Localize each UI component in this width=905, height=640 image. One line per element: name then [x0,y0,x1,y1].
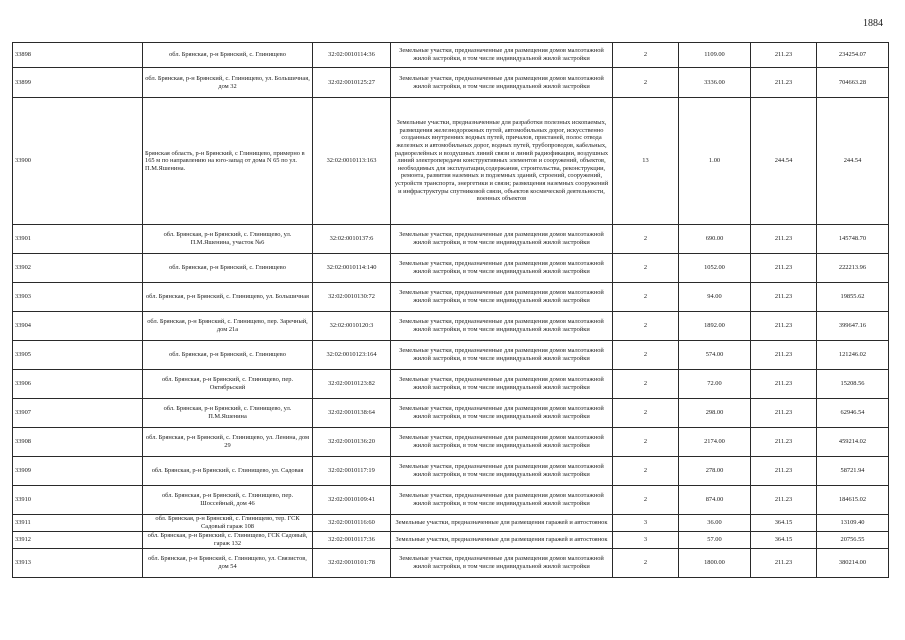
cadastral-number-cell: 32:02:0010101:78 [313,549,391,578]
rate-cell: 211.23 [751,341,817,370]
row-number: 33910 [13,486,143,515]
row-number: 33903 [13,283,143,312]
category-cell: 2 [613,486,679,515]
row-number: 33912 [13,532,143,549]
row-number: 33909 [13,457,143,486]
cadastral-value-cell: 184615.02 [817,486,889,515]
rate-cell: 211.23 [751,399,817,428]
area-cell: 94.00 [679,283,751,312]
cadastral-number-cell: 32:02:0010117:19 [313,457,391,486]
cadastral-value-cell: 244.54 [817,98,889,225]
rate-cell: 211.23 [751,549,817,578]
permitted-use-cell: Земельные участки, предназначенные для размещения домов малоэтажной жилой застройки, в том числе индивидуальной жилой застройки [391,428,613,457]
row-number: 33898 [13,43,143,68]
category-cell: 3 [613,532,679,549]
address-cell: обл. Брянская, р-н Брянский, с. Глинищево, ул. П.М.Яшенина [143,399,313,428]
cadastral-value-cell: 459214.02 [817,428,889,457]
row-number: 33901 [13,225,143,254]
cadastral-number-cell: 32:02:0010138:64 [313,399,391,428]
permitted-use-cell: Земельные участки, предназначенные для размещения домов малоэтажной жилой застройки, в том числе индивидуальной жилой застройки [391,549,613,578]
cadastral-value-cell: 15208.56 [817,370,889,399]
row-number: 33906 [13,370,143,399]
address-cell: Брянская область, р-н Брянский, с Глинищево, примерно в 165 м по направлению на юго-запад от дома N 65 по ул. П.М.Яшенина. [143,98,313,225]
table-row [13,549,889,578]
rate-cell: 364.15 [751,515,817,532]
cadastral-value-cell: 234254.07 [817,43,889,68]
area-cell: 874.00 [679,486,751,515]
cadastral-number-cell: 32:02:0010123:82 [313,370,391,399]
row-number: 33899 [13,68,143,98]
table-row [13,98,889,225]
area-cell: 1109.00 [679,43,751,68]
area-cell: 1052.00 [679,254,751,283]
area-cell: 690.00 [679,225,751,254]
area-cell: 1800.00 [679,549,751,578]
table-row [13,68,889,98]
row-number: 33900 [13,98,143,225]
rate-cell: 211.23 [751,254,817,283]
rate-cell: 211.23 [751,457,817,486]
cadastral-number-cell: 32:02:0010120:3 [313,312,391,341]
cadastral-value-cell: 20756.55 [817,532,889,549]
cadastral-value-cell: 13109.40 [817,515,889,532]
category-cell: 2 [613,225,679,254]
table-row [13,312,889,341]
cadastral-number-cell: 32:02:0010113:163 [313,98,391,225]
category-cell: 2 [613,283,679,312]
category-cell: 2 [613,399,679,428]
permitted-use-cell: Земельные участки, предназначенные для размещения домов малоэтажной жилой застройки, в том числе индивидуальной жилой застройки [391,486,613,515]
area-cell: 278.00 [679,457,751,486]
permitted-use-cell: Земельные участки, предназначенные для размещения домов малоэтажной жилой застройки, в том числе индивидуальной жилой застройки [391,457,613,486]
row-number: 33908 [13,428,143,457]
rate-cell: 244.54 [751,98,817,225]
table-row [13,225,889,254]
permitted-use-cell: Земельные участки, предназначенные для размещения домов малоэтажной жилой застройки, в том числе индивидуальной жилой застройки [391,283,613,312]
category-cell: 2 [613,341,679,370]
table-row [13,515,889,532]
cadastral-number-cell: 32:02:0010114:36 [313,43,391,68]
cadastral-value-cell: 121246.02 [817,341,889,370]
rate-cell: 211.23 [751,43,817,68]
address-cell: обл. Брянская, р-н Брянский, с. Глинищево, ул. Большичная [143,283,313,312]
area-cell: 2174.00 [679,428,751,457]
category-cell: 2 [613,428,679,457]
table-row [13,428,889,457]
address-cell: обл. Брянская, р-н Брянский, с. Глинищево [143,43,313,68]
category-cell: 2 [613,254,679,283]
table-row [13,43,889,68]
table-row [13,254,889,283]
address-cell: обл. Брянская, р-н Брянский, с. Глинищево, пер. Октябрьский [143,370,313,399]
address-cell: обл. Брянская, р-н Брянский, с. Глинищево, пер. Шоссейный, дом 46 [143,486,313,515]
cadastral-number-cell: 32:02:0010125:27 [313,68,391,98]
category-cell: 2 [613,457,679,486]
address-cell: обл. Брянская, р-н Брянский, с. Глинищево [143,341,313,370]
permitted-use-cell: Земельные участки, предназначенные для размещения домов малоэтажной жилой застройки, в том числе индивидуальной жилой застройки [391,312,613,341]
cadastral-value-cell: 62946.54 [817,399,889,428]
category-cell: 2 [613,370,679,399]
table-row [13,283,889,312]
category-cell: 3 [613,515,679,532]
area-cell: 298.00 [679,399,751,428]
address-cell: обл. Брянская, р-н Брянский, с. Глинищево, ул. Связистов, дом 54 [143,549,313,578]
address-cell: обл. Брянская, р-н Брянский, с. Глинищево, ул. П.М.Яшенина, участок №6 [143,225,313,254]
table-row [13,370,889,399]
rate-cell: 211.23 [751,68,817,98]
cadastral-value-cell: 704663.28 [817,68,889,98]
cadastral-value-cell: 19855.62 [817,283,889,312]
permitted-use-cell: Земельные участки, предназначенные для размещения гаражей и автостоянок [391,532,613,549]
cadastral-number-cell: 32:02:0010136:20 [313,428,391,457]
area-cell: 1.00 [679,98,751,225]
cadastral-number-cell: 32:02:0010137:6 [313,225,391,254]
cadastral-number-cell: 32:02:0010130:72 [313,283,391,312]
permitted-use-cell: Земельные участки, предназначенные для размещения домов малоэтажной жилой застройки, в том числе индивидуальной жилой застройки [391,225,613,254]
permitted-use-cell: Земельные участки, предназначенные для размещения домов малоэтажной жилой застройки, в том числе индивидуальной жилой застройки [391,370,613,399]
row-number: 33913 [13,549,143,578]
rate-cell: 211.23 [751,428,817,457]
permitted-use-cell: Земельные участки, предназначенные для размещения гаражей и автостоянок [391,515,613,532]
row-number: 33904 [13,312,143,341]
rate-cell: 211.23 [751,225,817,254]
category-cell: 2 [613,68,679,98]
cadastral-value-cell: 399647.16 [817,312,889,341]
permitted-use-cell: Земельные участки, предназначенные для размещения домов малоэтажной жилой застройки, в том числе индивидуальной жилой застройки [391,254,613,283]
row-number: 33902 [13,254,143,283]
rate-cell: 211.23 [751,370,817,399]
address-cell: обл. Брянская, р-н Брянский, с. Глинищево, ул. Садовая [143,457,313,486]
address-cell: обл. Брянская, р-н Брянский, с. Глинищево, ул. Ленина, дом 29 [143,428,313,457]
cadastral-number-cell: 32:02:0010123:164 [313,341,391,370]
permitted-use-cell: Земельные участки, предназначенные для разработки полезных ископаемых, размещения железнодорожных путей, автомобильных дорог, искусственно созданных внутренних водных путей, причалов, пристаней, полос отвода железных и автомобильных дорог, водных путей, трубопроводов, кабельных, радиорелейных и воздушных линий связи и линий радиофикации, воздушных линий электропередачи конструктивных элементов и сооружений, объектов, необходимых для эксплуатации,содержания, строительства, реконструкции, ремонта, развития наземных и подземных зданий, строений, сооружений, устройств транспорта, энергетики и связи; размещения наземных сооружений и инфраструктуры спутниковой связи, объектов космической деятельности, военных объектов [391,98,613,225]
table-row [13,457,889,486]
table-row [13,532,889,549]
page-number: 1884 [863,18,883,29]
category-cell: 2 [613,549,679,578]
cadastral-value-cell: 145748.70 [817,225,889,254]
row-number: 33905 [13,341,143,370]
permitted-use-cell: Земельные участки, предназначенные для размещения домов малоэтажной жилой застройки, в том числе индивидуальной жилой застройки [391,341,613,370]
address-cell: обл. Брянская, р-н Брянский, с. Глинищево [143,254,313,283]
cadastral-value-cell: 380214.00 [817,549,889,578]
category-cell: 13 [613,98,679,225]
table-row [13,486,889,515]
rate-cell: 211.23 [751,312,817,341]
rate-cell: 211.23 [751,283,817,312]
address-cell: обл. Брянская, р-н Брянский, с. Глинищево, тер. ГСК Садовый гараж 108 [143,515,313,532]
area-cell: 1892.00 [679,312,751,341]
permitted-use-cell: Земельные участки, предназначенные для размещения домов малоэтажной жилой застройки, в том числе индивидуальной жилой застройки [391,43,613,68]
cadastral-value-cell: 58721.94 [817,457,889,486]
address-cell: обл. Брянская, р-н Брянский, с. Глинищево, ул. Большичная, дом 32 [143,68,313,98]
area-cell: 574.00 [679,341,751,370]
rate-cell: 211.23 [751,486,817,515]
area-cell: 36.00 [679,515,751,532]
cadastral-number-cell: 32:02:0010116:60 [313,515,391,532]
address-cell: обл. Брянская, р-н Брянский, с. Глинищево, пер. Заречный, дом 21а [143,312,313,341]
category-cell: 2 [613,312,679,341]
cadastral-number-cell: 32:02:0010114:140 [313,254,391,283]
rate-cell: 364.15 [751,532,817,549]
cadastral-value-cell: 222213.96 [817,254,889,283]
area-cell: 3336.00 [679,68,751,98]
permitted-use-cell: Земельные участки, предназначенные для размещения домов малоэтажной жилой застройки, в том числе индивидуальной жилой застройки [391,68,613,98]
area-cell: 57.00 [679,532,751,549]
address-cell: обл. Брянская, р-н Брянский, с. Глинищево, ГСК Садовый, гараж 132 [143,532,313,549]
area-cell: 72.00 [679,370,751,399]
category-cell: 2 [613,43,679,68]
cadastral-number-cell: 32:02:0010117:36 [313,532,391,549]
table-row [13,399,889,428]
row-number: 33911 [13,515,143,532]
row-number: 33907 [13,399,143,428]
table-row [13,341,889,370]
land-registry-table [12,42,889,578]
permitted-use-cell: Земельные участки, предназначенные для размещения домов малоэтажной жилой застройки, в том числе индивидуальной жилой застройки [391,399,613,428]
cadastral-number-cell: 32:02:0010109:41 [313,486,391,515]
